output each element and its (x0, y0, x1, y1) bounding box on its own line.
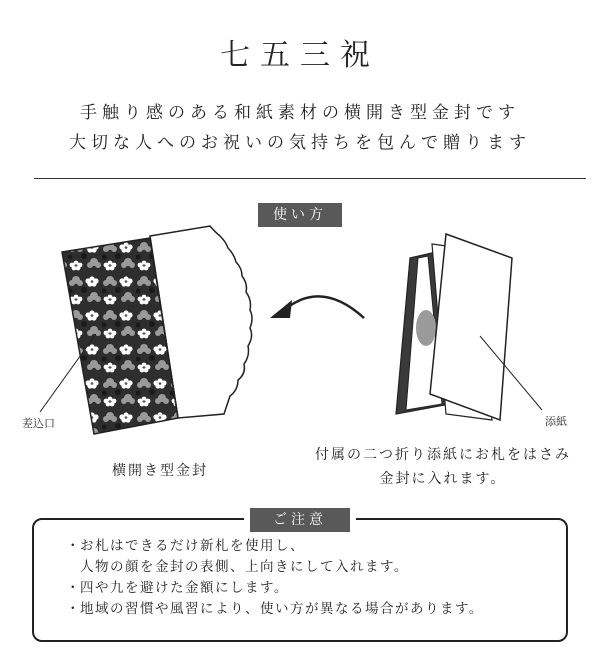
page-title: 七五三祝 (220, 38, 380, 73)
instruction-caption (298, 443, 588, 491)
envelope-caption: 横開き型金封 (112, 463, 208, 479)
caution-list (66, 536, 556, 620)
instruction-line-1: 付属の二つ折り添紙にお札をはさみ (315, 447, 571, 463)
caution-label: ご注意 (250, 508, 350, 532)
arrow-icon (270, 296, 364, 318)
paper-label: 添紙 (545, 415, 567, 428)
caution-item-line: 地域の習慣や風習により、使い方が異なる場合があります。 (80, 601, 484, 617)
bullet: ・ (66, 538, 81, 554)
caution-item (66, 599, 556, 620)
usage-label: 使い方 (258, 203, 342, 227)
bullet: ・ (66, 601, 81, 617)
subtitle-line-1: 手触り感のある和紙素材の横開き型金封です (80, 103, 520, 123)
slot-label: 差込口 (22, 417, 55, 430)
instruction-line-2: 金封に入れます。 (379, 471, 507, 487)
caution-item-line: 人物の顔を金封の表側、上向きにして入れます。 (80, 559, 409, 575)
caution-item-line: 四や九を避けた金額にします。 (80, 580, 289, 596)
caution-item-line: お札はできるだけ新札を使用し、 (80, 538, 305, 554)
subtitle-line-2: 大切な人へのお祝いの気持ちを包んで贈ります (69, 133, 531, 153)
envelope-illustration (40, 226, 252, 434)
caution-item (66, 536, 556, 578)
folded-paper-illustration (396, 234, 542, 420)
bullet: ・ (66, 580, 81, 596)
caution-item (66, 578, 556, 599)
